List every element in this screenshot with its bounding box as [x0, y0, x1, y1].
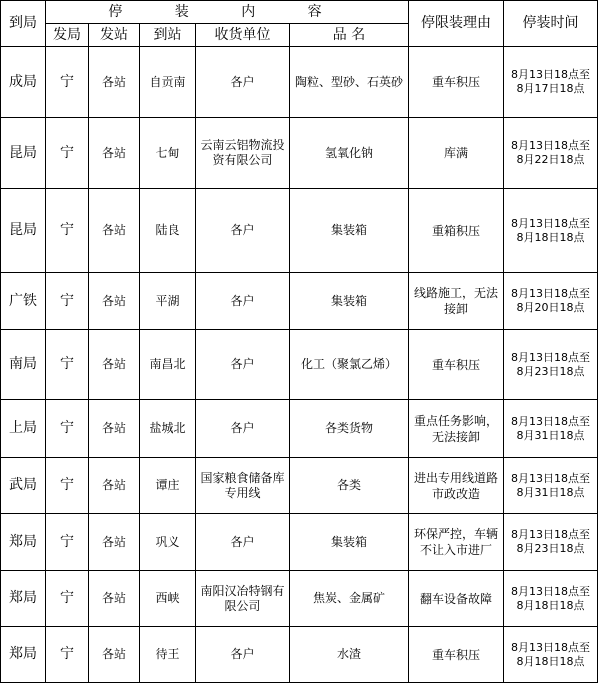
table-row [1, 330, 598, 400]
cell-dest-bureau: 郑局 [1, 571, 46, 627]
cell-from-station: 各站 [89, 627, 140, 683]
cell-dest-bureau: 上局 [1, 400, 46, 458]
cell-goods: 各类 [290, 458, 409, 514]
cell-from-bureau: 宁 [46, 400, 89, 458]
table-row [1, 627, 598, 683]
cell-consignee: 各户 [196, 627, 290, 683]
cell-reason: 线路施工，无法接卸 [409, 273, 504, 330]
cell-goods: 陶粒、型砂、石英砂 [290, 47, 409, 118]
cell-reason: 库满 [409, 118, 504, 189]
header-from-station: 发站 [89, 24, 140, 47]
cell-to-station: 西峡 [140, 571, 196, 627]
cell-stop-time: 8月13日18点至8月20日18点 [504, 273, 598, 330]
cell-to-station: 陆良 [140, 189, 196, 273]
cell-consignee: 南阳汉冶特钢有限公司 [196, 571, 290, 627]
cell-reason: 进出专用线道路市政改造 [409, 458, 504, 514]
cell-reason: 环保严控，车辆不让入市进厂 [409, 514, 504, 571]
cell-dest-bureau: 广铁 [1, 273, 46, 330]
cell-consignee: 国家粮食储备库专用线 [196, 458, 290, 514]
cell-stop-time: 8月13日18点至8月31日18点 [504, 458, 598, 514]
cell-reason: 重箱积压 [409, 189, 504, 273]
cell-to-station: 七甸 [140, 118, 196, 189]
table-row [1, 118, 598, 189]
cell-dest-bureau: 武局 [1, 458, 46, 514]
cell-stop-time: 8月13日18点至8月23日18点 [504, 514, 598, 571]
cell-to-station: 盐城北 [140, 400, 196, 458]
cell-from-bureau: 宁 [46, 458, 89, 514]
cell-to-station: 自贡南 [140, 47, 196, 118]
header-goods: 品 名 [290, 24, 409, 47]
cell-consignee: 云南云铝物流投资有限公司 [196, 118, 290, 189]
cell-goods: 水渣 [290, 627, 409, 683]
cell-to-station: 待王 [140, 627, 196, 683]
cell-stop-time: 8月13日18点至8月17日18点 [504, 47, 598, 118]
cell-consignee: 各户 [196, 273, 290, 330]
cell-to-station: 巩义 [140, 514, 196, 571]
cell-goods: 集装箱 [290, 273, 409, 330]
table-row [1, 571, 598, 627]
header-to-station: 到站 [140, 24, 196, 47]
cell-from-station: 各站 [89, 189, 140, 273]
cell-from-station: 各站 [89, 330, 140, 400]
cell-from-station: 各站 [89, 400, 140, 458]
cell-dest-bureau: 昆局 [1, 189, 46, 273]
header-stop-content: 停 装 内 容 [46, 1, 409, 24]
table-row [1, 47, 598, 118]
table-row [1, 189, 598, 273]
cell-from-bureau: 宁 [46, 273, 89, 330]
table-row [1, 273, 598, 330]
header-consignee: 收货单位 [196, 24, 290, 47]
table-row [1, 458, 598, 514]
cell-stop-time: 8月13日18点至8月22日18点 [504, 118, 598, 189]
cell-from-bureau: 宁 [46, 118, 89, 189]
cell-stop-time: 8月13日18点至8月18日18点 [504, 571, 598, 627]
cell-goods: 各类货物 [290, 400, 409, 458]
cell-from-bureau: 宁 [46, 330, 89, 400]
cell-stop-time: 8月13日18点至8月18日18点 [504, 627, 598, 683]
header-dest-bureau: 到局 [1, 1, 46, 47]
cell-consignee: 各户 [196, 47, 290, 118]
cell-from-bureau: 宁 [46, 47, 89, 118]
cell-dest-bureau: 昆局 [1, 118, 46, 189]
cell-from-station: 各站 [89, 458, 140, 514]
cell-stop-time: 8月13日18点至8月18日18点 [504, 189, 598, 273]
cell-reason: 翻车设备故障 [409, 571, 504, 627]
cell-dest-bureau: 郑局 [1, 627, 46, 683]
cell-goods: 集装箱 [290, 514, 409, 571]
cell-goods: 集装箱 [290, 189, 409, 273]
cell-to-station: 平湖 [140, 273, 196, 330]
cell-goods: 化工（聚氯乙烯） [290, 330, 409, 400]
cell-consignee: 各户 [196, 330, 290, 400]
cell-reason: 重车积压 [409, 47, 504, 118]
cell-consignee: 各户 [196, 189, 290, 273]
cell-from-station: 各站 [89, 571, 140, 627]
cell-consignee: 各户 [196, 514, 290, 571]
header-from-bureau: 发局 [46, 24, 89, 47]
cell-from-station: 各站 [89, 514, 140, 571]
cell-from-station: 各站 [89, 118, 140, 189]
cell-reason: 重车积压 [409, 627, 504, 683]
cell-goods: 氢氧化钠 [290, 118, 409, 189]
cell-from-bureau: 宁 [46, 189, 89, 273]
table-row [1, 514, 598, 571]
cell-from-bureau: 宁 [46, 514, 89, 571]
header-reason: 停限装理由 [409, 1, 504, 47]
cell-dest-bureau: 郑局 [1, 514, 46, 571]
cell-to-station: 南昌北 [140, 330, 196, 400]
cell-consignee: 各户 [196, 400, 290, 458]
cell-reason: 重点任务影响，无法接卸 [409, 400, 504, 458]
cell-goods: 焦炭、金属矿 [290, 571, 409, 627]
table-row [1, 400, 598, 458]
cell-dest-bureau: 成局 [1, 47, 46, 118]
cell-from-bureau: 宁 [46, 571, 89, 627]
cell-reason: 重车积压 [409, 330, 504, 400]
header-stop-time: 停装时间 [504, 1, 598, 47]
cell-dest-bureau: 南局 [1, 330, 46, 400]
cell-to-station: 谭庄 [140, 458, 196, 514]
cell-from-bureau: 宁 [46, 627, 89, 683]
cell-stop-time: 8月13日18点至8月31日18点 [504, 400, 598, 458]
cell-stop-time: 8月13日18点至8月23日18点 [504, 330, 598, 400]
cell-from-station: 各站 [89, 47, 140, 118]
cell-from-station: 各站 [89, 273, 140, 330]
